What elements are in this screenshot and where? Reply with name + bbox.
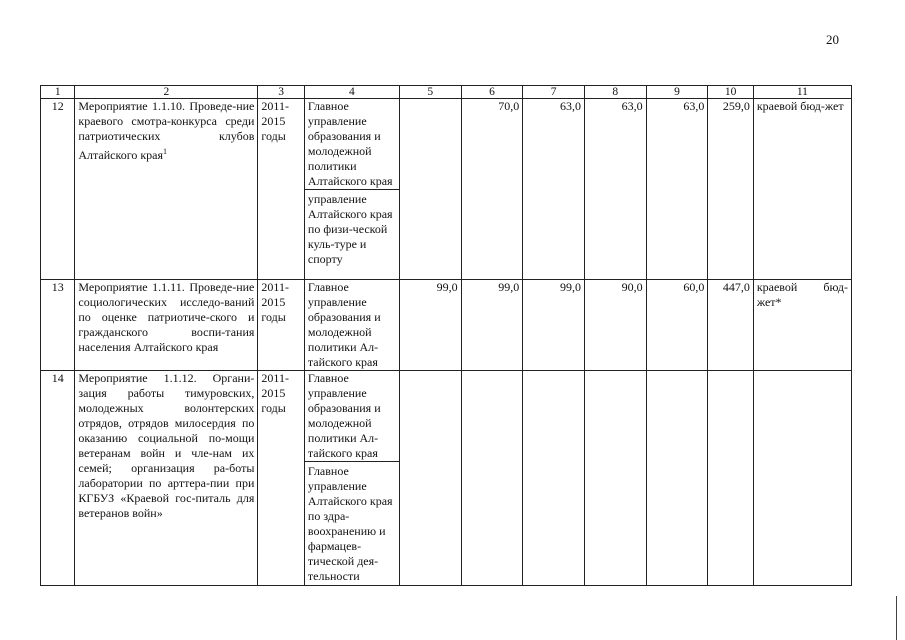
event-name: Мероприятие 1.1.12. Органи-зация работы тимуровских, молодежных волонтерских отрядов, отрядов милосердия по оказанию социальной по-мощи ветеранам войн и чле-нам их семей; организация ра-боты лаборатории по арттера-пии при КГБУЗ «Краевой гос-питаль для ветеранов войн»: [75, 371, 258, 586]
value-5: [399, 99, 461, 280]
value-9: 63,0: [646, 99, 708, 280]
value-8: 63,0: [584, 99, 646, 280]
value-7: [523, 371, 585, 586]
value-7: 99,0: [523, 280, 585, 371]
table-row: [41, 99, 852, 280]
executors: [304, 371, 399, 586]
row-number: 12: [41, 99, 75, 280]
header-cell: 3: [258, 86, 305, 99]
value-9: 60,0: [646, 280, 708, 371]
event-name: [75, 99, 258, 280]
value-6: [461, 371, 523, 586]
value-5: [399, 371, 461, 586]
header-cell: 2: [75, 86, 258, 99]
header-cell: 8: [584, 86, 646, 99]
event-name: Мероприятие 1.1.11. Проведе-ние социологических исследо-ваний по оценке патриотиче-ского и гражданского воспи-тания населения Алтайского края: [75, 280, 258, 371]
value-9: [646, 371, 708, 586]
header-cell: 11: [753, 86, 851, 99]
row-number: 13: [41, 280, 75, 371]
header-cell: 5: [399, 86, 461, 99]
funding-source: краевой бюд-жет: [753, 99, 851, 280]
header-cell: 1: [41, 86, 75, 99]
header-cell: 6: [461, 86, 523, 99]
period: 2011-2015 годы: [258, 371, 305, 586]
page-number: 20: [826, 32, 839, 47]
footnote-mark: 1: [163, 147, 168, 156]
row-number: 14: [41, 371, 75, 586]
value-10: 259,0: [708, 99, 754, 280]
executor-2: Главное управление Алтайского края по здра-воохранению и фармацев-тической дея-тельности: [305, 461, 399, 584]
funding-source: краевой бюд-жет*: [753, 280, 851, 371]
table-row: [41, 280, 852, 371]
executor-1: Главное управление образования и молодежной политики Ал-тайского края: [307, 371, 381, 460]
period: 2011-2015 годы: [258, 280, 305, 371]
funding-source: [753, 371, 851, 586]
margin-line: [896, 596, 897, 640]
executor-1: Главное управление образования и молодежной политики Алтайского края: [307, 99, 393, 188]
header-cell: 9: [646, 86, 708, 99]
executors: [304, 280, 399, 371]
value-10: 447,0: [708, 280, 754, 371]
header-cell: 4: [304, 86, 399, 99]
value-6: 70,0: [461, 99, 523, 280]
executor-2: управление Алтайского края по физи-ческой куль-туре и спорту: [305, 189, 399, 267]
value-10: [708, 371, 754, 586]
period: 2011-2015 годы: [258, 99, 305, 280]
value-6: 99,0: [461, 280, 523, 371]
program-table: [40, 85, 852, 586]
executors: [304, 99, 399, 280]
header-cell: 7: [523, 86, 585, 99]
table-row: [41, 371, 852, 586]
value-5: 99,0: [399, 280, 461, 371]
value-8: [584, 371, 646, 586]
value-8: 90,0: [584, 280, 646, 371]
header-cell: 10: [708, 86, 754, 99]
executor-1: Главное управление образования и молодежной политики Ал-тайского края: [307, 280, 381, 369]
value-7: 63,0: [523, 99, 585, 280]
event-name-text: Мероприятие 1.1.10. Проведе-ние краевого смотра-конкурса среди патриотических клубов Алтайского края: [78, 99, 255, 162]
header-row: [41, 86, 852, 99]
